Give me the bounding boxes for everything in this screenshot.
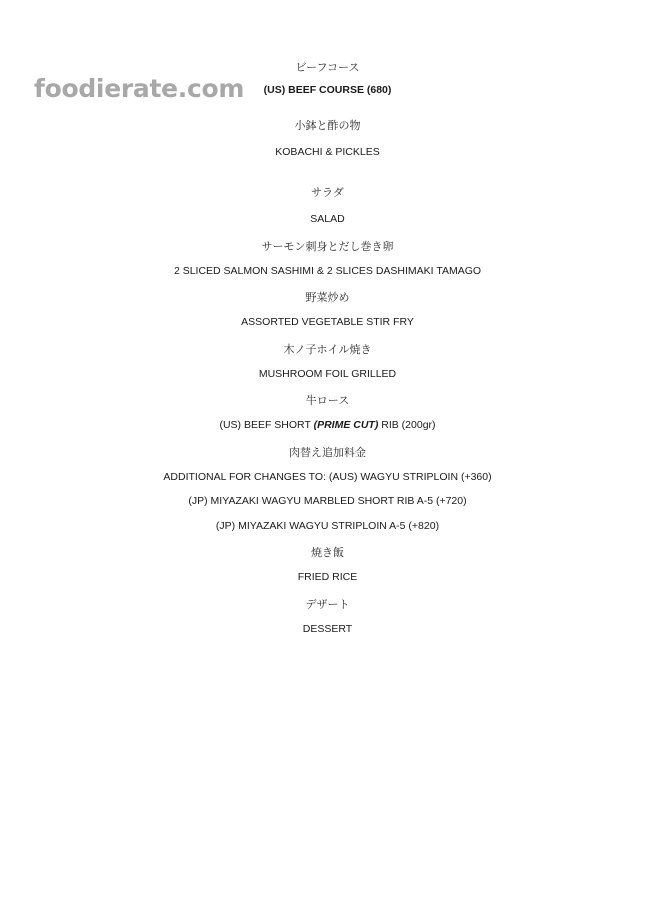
watermark-foodierate: foodierate.com <box>34 74 245 103</box>
course-3-jp: 野菜炒め <box>305 291 350 304</box>
course-6-en-2: (JP) MIYAZAKI WAGYU STRIPLOIN A-5 (+820) <box>215 519 440 532</box>
menu-title-en: (US) BEEF COURSE (680) <box>263 84 392 96</box>
menu-content <box>0 62 655 634</box>
course-2-jp: サーモン刺身とだし巻き卵 <box>261 239 394 253</box>
course-5-en <box>0 420 655 431</box>
course-4-en: MUSHROOM FOIL GRILLED <box>258 367 397 380</box>
course-6-jp: 肉替え追加料金 <box>289 445 366 459</box>
course-6-en-0: ADDITIONAL FOR CHANGES TO: (AUS) WAGYU STRIPLOIN (+360) <box>163 470 492 483</box>
course-0-en: KOBACHI & PICKLES <box>275 145 380 158</box>
course-1-jp: サラダ <box>311 186 344 199</box>
course-8-en: DESSERT <box>302 622 353 635</box>
course-5-en-pre: (US) BEEF SHORT <box>219 419 314 431</box>
course-7-en: FRIED RICE <box>297 571 358 583</box>
course-7-jp: 焼き飯 <box>311 546 344 559</box>
course-6-en-1: (JP) MIYAZAKI WAGYU MARBLED SHORT RIB A-5 (+720) <box>188 495 467 507</box>
course-5-jp: 牛ロース <box>305 394 350 407</box>
menu-title-jp: ビーフコース <box>295 61 360 74</box>
course-5-en-emphasis: (PRIME CUT) <box>313 419 379 431</box>
course-8-jp: デザート <box>305 597 350 611</box>
course-4-jp: 木ノ子ホイル焼き <box>283 342 372 356</box>
course-1-en: SALAD <box>310 213 345 225</box>
course-3-en: ASSORTED VEGETABLE STIR FRY <box>241 316 414 328</box>
course-2-en: 2 SLICED SALMON SASHIMI & 2 SLICES DASHIMAKI TAMAGO <box>173 264 482 277</box>
course-5-en-post: RIB (200gr) <box>378 419 436 431</box>
course-0-jp: 小鉢と酢の物 <box>294 118 361 132</box>
